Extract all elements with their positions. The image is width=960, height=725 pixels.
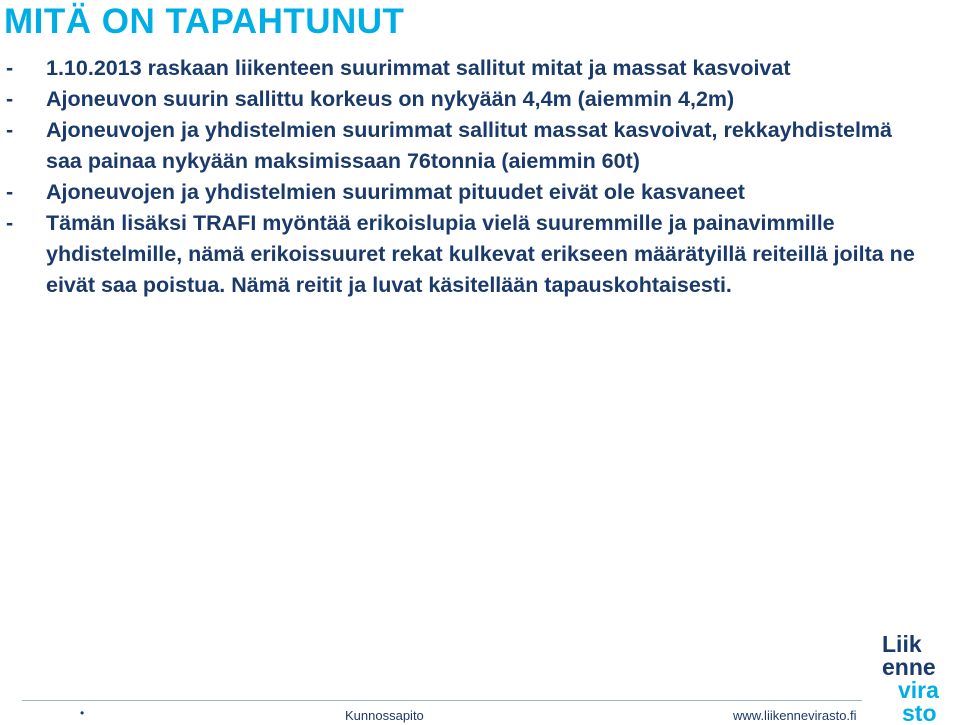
logo-line: vira bbox=[898, 677, 939, 703]
liikennevirasto-logo-icon bbox=[880, 632, 960, 725]
bullet-text: Ajoneuvojen ja yhdistelmien suurimmat pituudet eivät ole kasvaneet bbox=[46, 180, 745, 204]
bullet-dash: - bbox=[6, 118, 14, 142]
logo-line: Liik bbox=[882, 632, 922, 657]
footer-section-label: Kunnossapito bbox=[345, 708, 424, 723]
bullet-item bbox=[0, 115, 930, 177]
logo-line: sto bbox=[902, 700, 937, 725]
bullet-item bbox=[0, 208, 930, 301]
slide-title: MITÄ ON TAPAHTUNUT bbox=[4, 2, 405, 41]
bullet-text: Ajoneuvon suurin sallittu korkeus on nykyään 4,4m (aiemmin 4,2m) bbox=[46, 87, 735, 111]
bullet-dash: - bbox=[6, 56, 14, 80]
bullet-dash: - bbox=[6, 211, 14, 235]
bullet-item bbox=[0, 53, 930, 84]
footer-bullet: • bbox=[80, 706, 85, 720]
bullet-text: Ajoneuvojen ja yhdistelmien suurimmat sallitut massat kasvoivat, rekkayhdistelmä saa painaa nykyään maksimissaan 76tonnia (aiemmin 60t) bbox=[46, 118, 892, 173]
bullet-dash: - bbox=[6, 180, 14, 204]
footer-divider bbox=[22, 700, 862, 701]
logo-line: enne bbox=[882, 654, 936, 680]
bullet-list bbox=[0, 53, 930, 301]
bullet-text: 1.10.2013 raskaan liikenteen suurimmat sallitut mitat ja massat kasvoivat bbox=[46, 56, 791, 80]
bullet-dash: - bbox=[6, 87, 14, 111]
bullet-text: Tämän lisäksi TRAFI myöntää erikoislupia vielä suuremmille ja painavimmille yhdistelmille, nämä erikoissuuret rekat kulkevat erikseen määrätyillä reiteillä joilta ne eivät saa poistua. Nämä reitit ja luvat käsitellään tapauskohtaisesti. bbox=[46, 211, 915, 297]
footer-website: www.liikennevirasto.fi bbox=[733, 708, 857, 723]
bullet-item bbox=[0, 177, 930, 208]
bullet-item bbox=[0, 84, 930, 115]
